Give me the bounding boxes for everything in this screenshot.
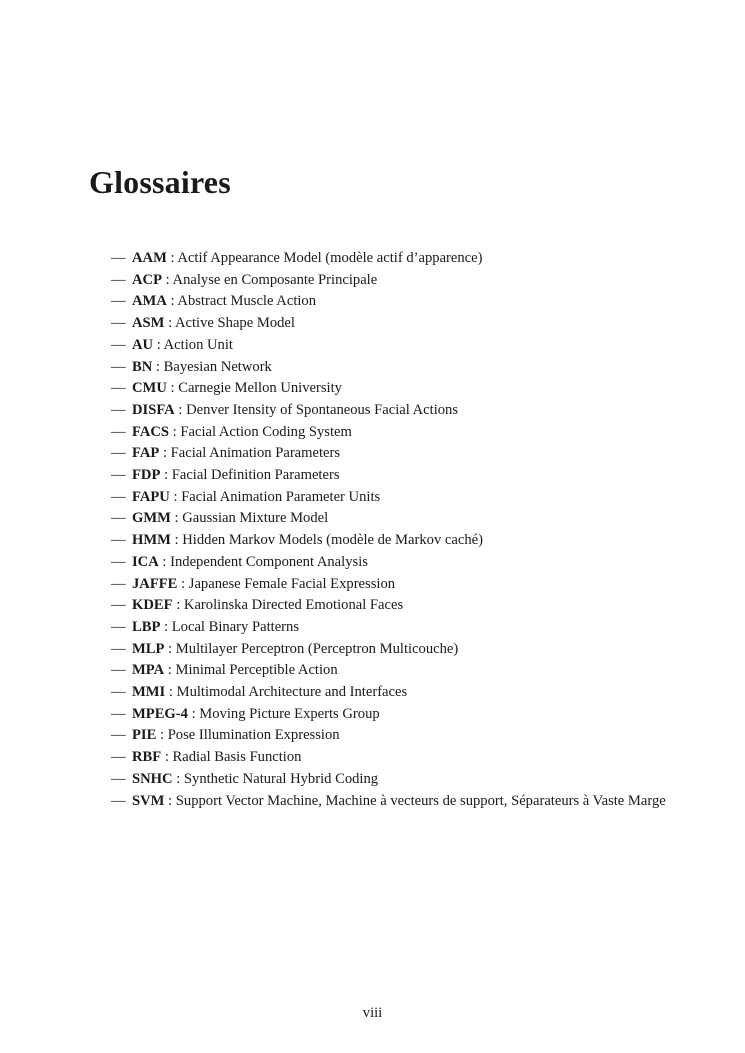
list-dash: — [111,250,126,266]
glossary-definition: Local Binary Patterns [171,618,300,635]
glossary-separator: : [169,423,181,440]
glossary-entry [111,313,671,335]
glossary-abbreviation: FAPU [132,488,170,505]
glossary-definition: Pose Illumination Expression [167,727,340,744]
list-dash: — [111,315,126,332]
glossary-definition: Gaussian Mixture Model [182,510,329,527]
glossary-definition: Actif Appearance Model (modèle actif d’apparence) [177,250,483,266]
glossary-definition: Multimodal Architecture and Interfaces [176,684,408,701]
glossary-separator: : [159,445,171,462]
glossary-abbreviation: LBP [132,618,161,635]
glossary-separator: : [164,662,176,679]
glossary-definition: Carnegie Mellon University [178,380,342,397]
list-dash: — [111,358,126,375]
glossary-abbreviation: FDP [132,467,161,484]
glossary-abbreviation: CMU [132,380,167,397]
glossary-entry [111,465,671,487]
glossary-abbreviation: FAP [132,445,160,462]
glossary-definition: Synthetic Natural Hybrid Coding [183,770,379,787]
glossary-separator: : [172,770,184,787]
glossary-definition: Support Vector Machine, Machine à vecteurs de support, Séparateurs à Vaste Marge [175,792,666,809]
glossary-entry [111,357,671,379]
glossary-entry [111,443,671,465]
glossary-abbreviation: SVM [132,792,165,809]
list-dash: — [111,618,126,635]
glossary-separator: : [169,488,182,505]
glossary-entry [111,617,671,639]
glossary-separator: : [166,293,178,310]
list-dash: — [111,532,126,549]
glossary-definition: Facial Definition Parameters [171,467,340,484]
glossary-abbreviation: SNHC [132,770,173,787]
glossary-definition: Independent Component Analysis [170,553,368,570]
glossary-separator: : [174,401,187,418]
list-dash: — [111,271,126,288]
glossary-abbreviation: GMM [132,510,171,527]
glossary-abbreviation: AMA [132,293,167,310]
glossary-separator: : [160,618,172,635]
glossary-entry [111,574,671,596]
glossary-entry [111,400,671,422]
list-dash: — [111,792,126,809]
glossary-separator: : [156,727,168,744]
list-dash: — [111,727,126,744]
list-dash: — [111,662,126,679]
glossary-definition: Hidden Markov Models (modèle de Markov caché) [182,532,483,549]
glossary-definition: Abstract Muscle Action [177,293,317,310]
glossary-entry [111,595,671,617]
glossary-separator: : [152,358,164,375]
glossary-entry [111,291,671,313]
page-title: Glossaires [89,164,231,200]
glossary-entry [111,725,671,747]
glossary-separator: : [170,510,183,527]
glossary-abbreviation: MPA [132,662,165,679]
glossary-separator: : [164,640,176,657]
glossary-definition: Facial Action Coding System [180,423,352,440]
glossary-abbreviation: AU [132,336,154,353]
glossary-definition: Denver Itensity of Spontaneous Facial Actions [186,401,459,418]
glossary-abbreviation: ACP [132,271,162,288]
list-dash: — [111,336,126,353]
glossary-separator: : [165,684,177,701]
list-dash: — [111,705,126,722]
glossary-abbreviation: FACS [132,423,170,440]
list-dash: — [111,445,126,462]
glossary-separator: : [164,792,176,809]
glossary-abbreviation: HMM [132,532,171,549]
list-dash: — [111,770,126,787]
glossary-definition: Facial Animation Parameter Units [181,488,381,505]
glossary-entry [111,552,671,574]
list-dash: — [111,597,126,614]
list-dash: — [111,575,126,592]
list-dash: — [111,401,126,418]
glossary-entry [111,682,671,704]
list-dash: — [111,467,126,484]
glossary-separator: : [153,336,164,353]
glossary-separator: : [166,250,178,266]
glossary-separator: : [164,315,175,332]
glossary-definition: Bayesian Network [163,358,272,375]
list-dash: — [111,423,126,440]
list-dash: — [111,553,126,570]
glossary-separator: : [177,575,189,592]
glossary-separator: : [187,705,200,722]
glossary-abbreviation: KDEF [132,597,173,614]
glossary-entry [111,747,671,769]
glossary-entry [111,422,671,444]
glossary-abbreviation: BN [132,358,153,375]
glossary-list [111,248,671,812]
glossary-definition: Japanese Female Facial Expression [188,575,396,592]
glossary-definition: Radial Basis Function [172,749,302,766]
glossary-abbreviation: RBF [132,749,162,766]
glossary-entry [111,335,671,357]
glossary-entry [111,660,671,682]
glossary-entry [111,769,671,791]
glossary-entry [111,487,671,509]
glossary-abbreviation: ASM [132,315,165,332]
glossary-definition: Action Unit [163,336,233,353]
list-dash: — [111,684,126,701]
glossary-definition: Active Shape Model [174,315,295,332]
glossary-entry [111,639,671,661]
glossary-abbreviation: JAFFE [132,575,178,592]
glossary-separator: : [166,380,179,397]
glossary-definition: Karolinska Directed Emotional Faces [183,597,404,614]
glossary-abbreviation: AAM [132,250,167,266]
glossary-entry [111,791,671,813]
glossary-abbreviation: PIE [132,727,157,744]
glossary-separator: : [172,597,184,614]
list-dash: — [111,488,126,505]
glossary-separator: : [158,553,171,570]
glossary-entry [111,270,671,292]
glossary-abbreviation: DISFA [132,401,175,418]
glossary-entry [111,378,671,400]
glossary-entry [111,508,671,530]
glossary-separator: : [162,271,173,288]
glossary-separator: : [161,749,173,766]
glossary-entry [111,530,671,552]
glossary-entry [111,704,671,726]
glossary-abbreviation: MMI [132,684,166,701]
list-dash: — [111,510,126,527]
list-dash: — [111,640,126,657]
glossary-abbreviation: MLP [132,640,165,657]
list-dash: — [111,749,126,766]
glossary-definition: Facial Animation Parameters [170,445,341,462]
glossary-definition: Multilayer Perceptron (Perceptron Multicouche) [175,640,459,657]
glossary-abbreviation: ICA [132,553,159,570]
glossary-abbreviation: MPEG-4 [132,705,188,722]
glossary-definition: Moving Picture Experts Group [199,705,380,722]
glossary-separator: : [160,467,172,484]
list-dash: — [111,380,126,397]
glossary-entry [111,248,671,270]
glossary-definition: Analyse en Composante Principale [172,271,378,288]
glossary-definition: Minimal Perceptible Action [175,662,338,679]
page-number: viii [362,1005,383,1021]
glossary-separator: : [170,532,183,549]
list-dash: — [111,293,126,310]
